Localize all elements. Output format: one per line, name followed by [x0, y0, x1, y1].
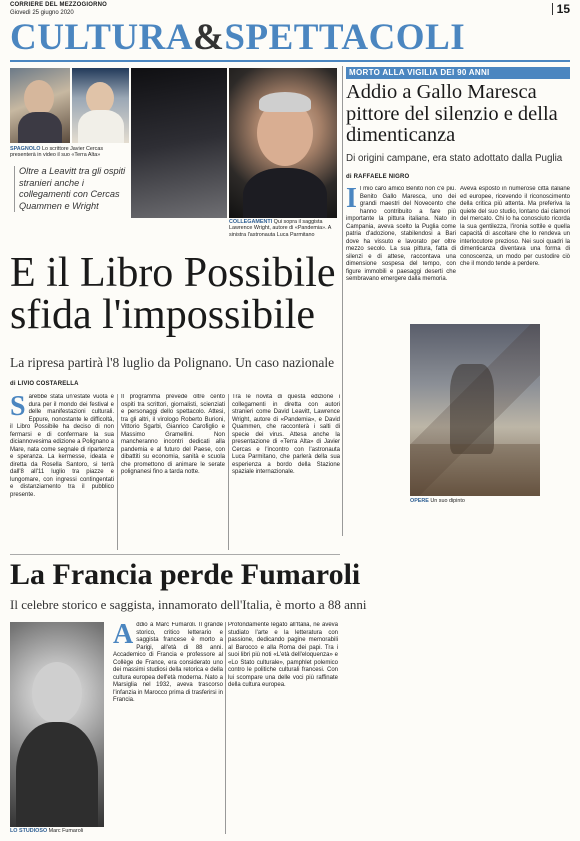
caption-cercas-text: Lo scrittore Javier Cercas presenterà in video il suo «Terra Alta» — [10, 146, 104, 159]
painting-caption — [410, 498, 540, 504]
page-number: 15 — [552, 3, 570, 15]
right-headline: Addio a Gallo Maresca pittore del silenzio e della dimenticanza — [346, 81, 558, 146]
section-rule — [10, 60, 570, 62]
section-title-amp: & — [193, 17, 225, 58]
main-column-1-text: arebbe stata un'estate vuota e dura per il mondo dei festival e delle manifestazioni culturali. Eppure, nonostante le difficoltà, il Libro Possibile ha deciso di non fermarsi e di confermare la sua diciannovesima edizione a Polignano a Mare, nata come segnale di ripartenza e speranza. La kermesse, ideata e diretta da Rosella Santoro, si terrà dall'8 all'11 luglio tra piazze e lungomare, con ingressi contingentati e distanziamento tra il pubblico presente. — [10, 394, 114, 498]
caption-cercas — [10, 146, 128, 159]
right-kicker: MORTO ALLA VIGILIA DEI 90 ANNI — [346, 67, 570, 79]
photo-fumaroli — [10, 622, 104, 827]
main-byline: di LIVIO COSTARELLA — [10, 381, 79, 387]
column-rule — [225, 622, 226, 834]
caption-fumaroli-text: Marc Fumaroli — [48, 828, 84, 834]
painting-photo — [410, 324, 540, 496]
photo-wright-background — [131, 68, 227, 218]
main-column-2: Il programma prevede oltre cento ospiti tra scrittori, giornalisti, scienziati e personaggi dello spettacolo. Attesi, tra gli altri, il virologo Roberto Burioni, Vittorio Sgarbi, Gianrico Carofiglio e Massimo Gramellini. Non mancheranno incontri dedicati alla pandemia e al futuro del Paese, con dibattiti su economia, sanità e scuola che promettono di animare le serate polignanesi fino a tarda notte. — [121, 394, 225, 475]
main-column-1 — [10, 394, 114, 550]
caption-cercas-label: SPAGNOLO — [10, 146, 41, 152]
caption-fumaroli-label: LO STUDIOSO — [10, 828, 48, 834]
bottom-column-1 — [113, 622, 223, 834]
photo-parmitano — [72, 68, 129, 143]
photo-wright — [229, 68, 337, 218]
painting-caption-label: OPERE — [410, 498, 429, 504]
lead-note: Oltre a Leavitt tra gli ospiti stranieri anche i collegamenti con Cercas Quammen e Wright — [14, 166, 129, 212]
caption-wright — [229, 219, 337, 238]
column-rule — [228, 394, 229, 550]
section-divider — [342, 66, 343, 536]
caption-fumaroli — [10, 828, 110, 834]
main-column-3: Tra le novità di questa edizione i collegamenti in diretta con autori stranieri come David Leavitt, Lawrence Wright, autore di «Pandemia», e David Quammen, che racconterà i salti di specie dei virus. Attesa anche la presentazione di «Terra Alta» di Javier Cercas e l'incontro con l'astronauta Luca Parmitano, che parlerà della sua esperienza a bordo della Stazione spaziale internazionale. — [232, 394, 340, 475]
issue-date: Giovedì 25 giugno 2020 — [10, 10, 74, 16]
bottom-column-2: Profondamente legato all'Italia, ne aveva studiato l'arte e la letteratura con passione, dedicando pagine memorabili al Barocco e alla Roma dei papi. Tra i suoi libri più noti «L'età dell'eloquenza» e «Lo Stato culturale», pamphlet polemico contro le politiche culturali francesi. Con lui scompare una delle voci più raffinate della cultura europea. — [228, 622, 338, 688]
bottom-column-1-text: ddio a Marc Fumaroli. Il grande storico, critico letterario e saggista francese è morto a Parigi, all'età di 88 anni. Accademico di Francia e professore al Collège de France, era considerato uno dei massimi studiosi della retorica e della cultura europea dell'età moderna. Nato a Marsiglia nel 1932, aveva trascorso l'infanzia in Marocco prima di trasferirsi in Francia. — [113, 622, 223, 703]
right-byline: di RAFFAELE NIGRO — [346, 174, 410, 180]
painting-caption-text: Un suo dipinto — [430, 498, 465, 504]
section-title — [10, 18, 465, 58]
section-title-b: SPETTACOLI — [224, 17, 466, 58]
bottom-headline: La Francia perde Fumaroli — [10, 558, 361, 591]
photo-cercas — [10, 68, 70, 143]
bottom-dropcap: A — [113, 622, 134, 650]
story-divider — [10, 554, 340, 555]
right-dropcap: I — [346, 186, 357, 214]
main-dropcap: S — [10, 394, 26, 422]
main-dek: La ripresa partirà l'8 luglio da Polignano. Un caso nazionale — [10, 355, 335, 370]
caption-wright-label: COLLEGAMENTI — [229, 219, 273, 225]
right-dek: Di origini campane, era stato adottato dalla Puglia — [346, 153, 563, 164]
caption-wright-text: Qui sopra il saggista Lawrence Wright, autore di «Pandemia». A sinistra l'astronauta Luca Parmitano — [229, 219, 332, 238]
bottom-dek: Il celebre storico e saggista, innamorato dell'Italia, è morto a 88 anni — [10, 597, 367, 612]
section-title-a: CULTURA — [10, 17, 194, 58]
main-headline: E il Libro Possibile sfida l'impossibile — [10, 250, 336, 338]
right-column-1-text: l mio caro amico Benito non c'è più. Benito Gallo Maresca, uno dei grandi maestri del Novecento che hanno contribuito a fare più importante la pittura italiana. Nato in Campania, aveva scelto la Puglia come patria d'adozione, stabilendosi a Bari dove ha vissuto e lavorato per oltre mezzo secolo. La sua pittura, fatta di silenzi e di attese, raccontava una dimensione sospesa del tempo, con figure immobili e paesaggi deserti che sembravano emergere dalla memoria. — [346, 186, 456, 282]
right-column-2: Aveva esposto in numerose città italiane ed europee, ricevendo il riconoscimento della critica più attenta. Ma preferiva la quiete del suo studio, lontano dai clamori del mercato. Chi lo ha conosciuto ricorda la sua gentilezza, l'ironia sottile e quella capacità di ascoltare che lo rendeva un interlocutore prezioso. Nei suoi quadri la dimenticanza diventava una forma di conoscenza, un modo per custodire ciò che il mondo tende a perdere. — [460, 186, 570, 267]
column-rule — [117, 394, 118, 550]
newspaper-name: CORRIERE DEL MEZZOGIORNO — [10, 2, 108, 8]
